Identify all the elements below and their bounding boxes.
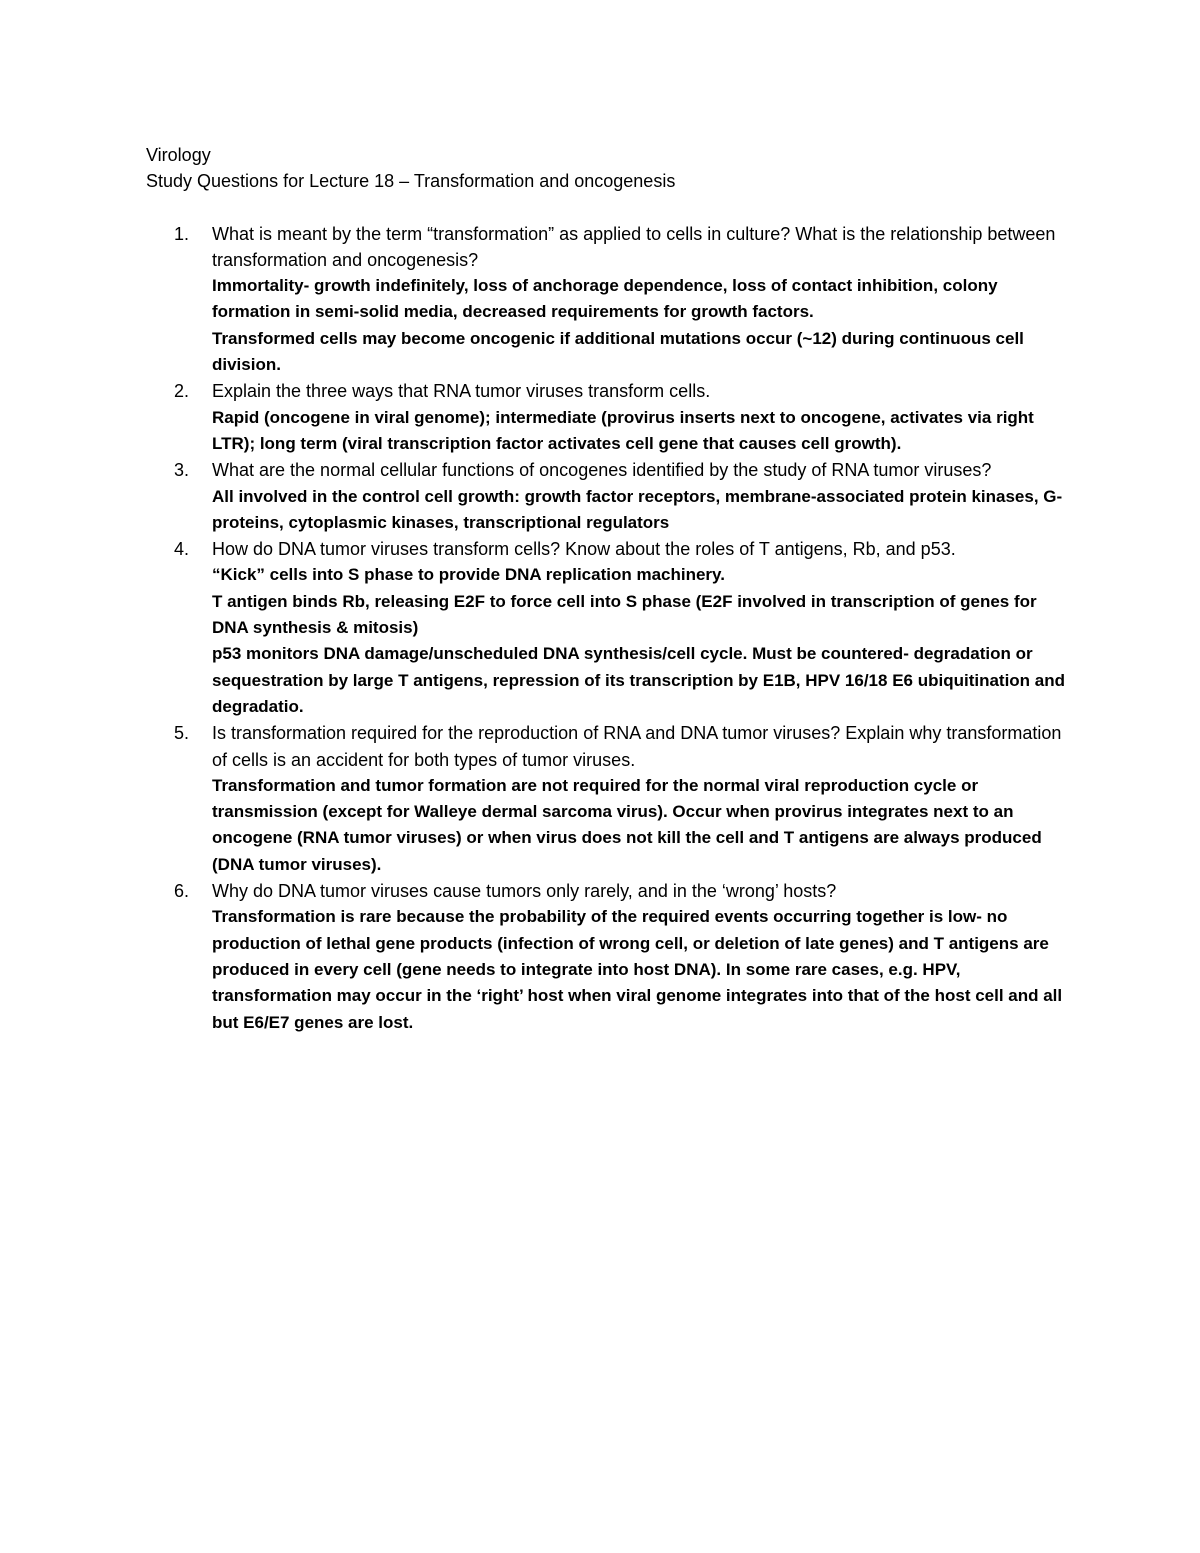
question-item xyxy=(146,378,1066,457)
question-text: Is transformation required for the reproduction of RNA and DNA tumor viruses? Explain why transformation of cells is an accident for both types of tumor viruses. xyxy=(212,723,1062,770)
answer-text: Transformation and tumor formation are not required for the normal viral reproduction cycle or transmission (except for Walleye dermal sarcoma virus). Occur when provirus integrates next to an oncogene (RNA tumor viruses) or when virus does not kill the cell and T antigens are always produced (DNA tumor viruses). xyxy=(212,775,1042,874)
question-item xyxy=(146,221,1066,379)
question-text: What are the normal cellular functions of oncogenes identified by the study of RNA tumor viruses? xyxy=(212,460,992,481)
question-item xyxy=(146,536,1066,720)
question-number: 4. xyxy=(174,539,190,560)
question-list xyxy=(146,221,1066,1036)
question-text: Why do DNA tumor viruses cause tumors only rarely, and in the ‘wrong’ hosts? xyxy=(212,881,837,902)
question-item xyxy=(146,878,1066,1036)
course-subject: Virology xyxy=(146,145,211,165)
question-text: What is meant by the term “transformation” as applied to cells in culture? What is the relationship between transformation and oncogenesis? xyxy=(212,223,1056,270)
question-number: 3. xyxy=(174,460,190,481)
question-text: How do DNA tumor viruses transform cells? Know about the roles of T antigens, Rb, and p53. xyxy=(212,539,956,560)
question-item xyxy=(146,720,1066,878)
question-number: 5. xyxy=(174,723,190,744)
question-item xyxy=(146,457,1066,536)
question-number: 2. xyxy=(174,381,190,402)
answer-text: “Kick” cells into S phase to provide DNA replication machinery. xyxy=(212,565,725,585)
answer-text: Transformation is rare because the probability of the required events occurring together is low- no production of lethal gene products (infection of wrong cell, or deletion of late genes) and T antigens are produced in every cell (gene needs to integrate into host DNA). In some rare cases, e.g. HPV, transformation may occur in the ‘right’ host when viral genome integrates into that of the host cell and all but E6/E7 genes are lost. xyxy=(212,907,1063,1032)
answer-text: Transformed cells may become oncogenic if additional mutations occur (~12) during continuous cell division. xyxy=(212,328,1024,375)
answer-text: p53 monitors DNA damage/unscheduled DNA synthesis/cell cycle. Must be countered- degradation or sequestration by large T antigens, repression of its transcription by E1B, HPV 16/18 E6 ubiquitination and degradatio. xyxy=(212,644,1066,716)
question-number: 1. xyxy=(174,223,190,244)
answer-text: T antigen binds Rb, releasing E2F to force cell into S phase (E2F involved in transcription of genes for DNA synthesis & mitosis) xyxy=(212,591,1037,638)
document-subtitle: Study Questions for Lecture 18 – Transformation and oncogenesis xyxy=(146,171,676,192)
document-content xyxy=(146,142,1066,1036)
answer-text: All involved in the control cell growth: growth factor receptors, membrane-associated protein kinases, G-proteins, cytoplasmic kinases, transcriptional regulators xyxy=(212,486,1063,532)
question-text: Explain the three ways that RNA tumor viruses transform cells. xyxy=(212,381,711,402)
question-number: 6. xyxy=(174,881,190,902)
answer-text: Immortality- growth indefinitely, loss of anchorage dependence, loss of contact inhibition, colony formation in semi-solid media, decreased requirements for growth factors. xyxy=(212,276,998,322)
answer-text: Rapid (oncogene in viral genome); intermediate (provirus inserts next to oncogene, activates via right LTR); long term (viral transcription factor activates cell gene that causes cell growth). xyxy=(212,407,1034,453)
